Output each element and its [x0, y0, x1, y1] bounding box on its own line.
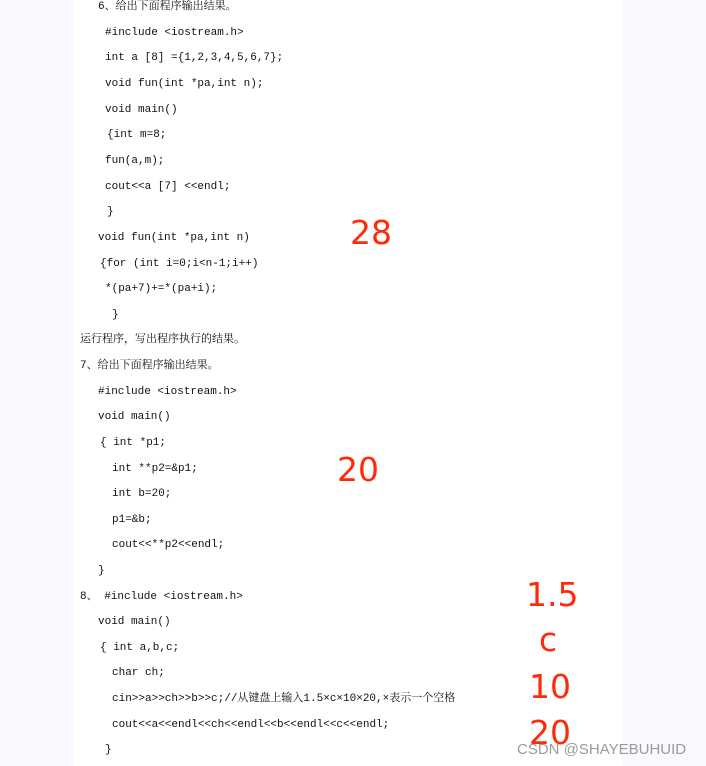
answer-q8-c: 20	[529, 713, 571, 752]
code-line: { int *p1;	[100, 437, 167, 449]
code-line: }	[105, 744, 112, 756]
code-line: void fun(int *pa,int n);	[105, 78, 264, 90]
code-line: void main()	[98, 411, 171, 423]
code-line: {for (int i=0;i<n-1;i++)	[100, 258, 259, 270]
code-line: int a [8] ={1,2,3,4,5,6,7};	[105, 52, 284, 64]
code-line: {int m=8;	[107, 129, 167, 141]
code-line: cin>>a>>ch>>b>>c;//从键盘上输入1.5×c×10×20,×表示一个空格	[112, 693, 456, 705]
code-line: }	[112, 309, 119, 321]
question-text: 运行程序，写出程序执行的结果。	[80, 334, 245, 346]
answer-q6: 28	[350, 213, 392, 252]
code-line: cout<<a<<endl<<ch<<endl<<b<<endl<<c<<endl;	[112, 719, 390, 731]
code-line: 6、给出下面程序输出结果。	[98, 1, 237, 13]
code-line: void fun(int *pa,int n)	[98, 232, 250, 244]
answer-q8-b: 10	[529, 667, 571, 706]
watermark: CSDN @SHAYEBUHUID	[517, 741, 687, 758]
code-line: void main()	[105, 104, 178, 116]
code-line: int b=20;	[112, 488, 172, 500]
code-line: p1=&b;	[112, 514, 152, 526]
code-line: cout<<a [7] <<endl;	[105, 181, 231, 193]
code-line: cout<<**p2<<endl;	[112, 539, 225, 551]
code-line: fun(a,m);	[105, 155, 165, 167]
answer-q8-ch: c	[539, 620, 558, 659]
code-line: #include <iostream.h>	[98, 386, 237, 398]
answer-q7: 20	[337, 450, 379, 489]
code-line: void main()	[98, 616, 171, 628]
code-line: *(pa+7)+=*(pa+i);	[105, 283, 218, 295]
code-line: #include <iostream.h>	[105, 27, 244, 39]
code-line: }	[98, 565, 105, 577]
code-line: }	[107, 206, 114, 218]
code-line: char ch;	[112, 667, 165, 679]
answer-q8-a: 1.5	[526, 575, 579, 614]
question-title: 8、 #include <iostream.h>	[80, 591, 243, 603]
code-line: { int a,b,c;	[100, 642, 180, 654]
question-title: 7、给出下面程序输出结果。	[80, 360, 219, 372]
code-line: int **p2=&p1;	[112, 463, 198, 475]
